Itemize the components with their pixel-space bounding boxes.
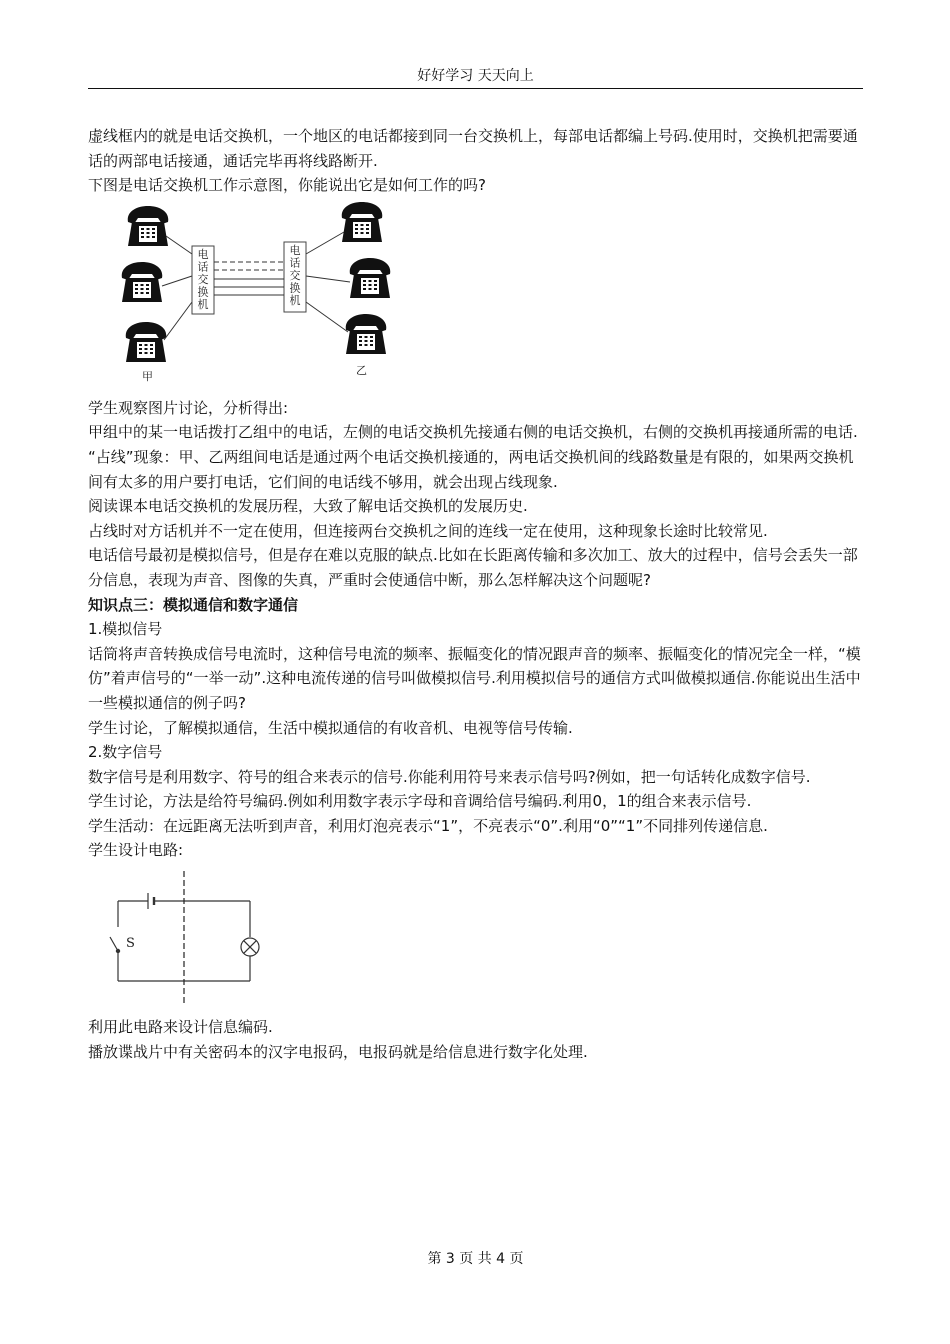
page-number: 第 3 页 共 4 页: [427, 1251, 524, 1267]
header-divider: [88, 88, 863, 89]
switch-label: S: [126, 936, 135, 952]
telephone-icon: [346, 314, 387, 354]
section-heading: 知识点三：模拟通信和数字通信: [88, 595, 299, 614]
telephone-icon: [342, 202, 383, 242]
circuit-diagram: [96, 867, 266, 1007]
telephone-icon: [350, 258, 391, 298]
telephone-icon: [128, 206, 169, 246]
telephone-exchange-diagram: [108, 202, 408, 396]
document-body: [88, 124, 863, 1064]
paragraph: 电话信号最初是模拟信号，但是存在难以克服的缺点.比如在长距离传输和多次加工、放大的过程中，信号会丢失一部分信息，表现为声音、图像的失真，严重时会使通信中断，那么怎样解决这个问题呢?: [88, 546, 858, 589]
paragraph: 甲组中的某一电话拨打乙组中的电话，左侧的电话交换机先接通右侧的电话交换机，右侧的交换机再接通所需的电话.: [88, 423, 858, 442]
paragraph: 下图是电话交换机工作示意图，你能说出它是如何工作的吗?: [88, 176, 486, 195]
exchange-right-label: 电话交换机: [289, 243, 301, 307]
paragraph: 学生讨论，了解模拟通信，生活中模拟通信的有收音机、电视等信号传输.: [88, 718, 573, 737]
paragraph: 学生观察图片讨论，分析得出:: [88, 398, 289, 417]
paragraph: 播放谍战片中有关密码本的汉字电报码，电报码就是给信息进行数字化处理.: [88, 1042, 588, 1061]
paragraph: 学生活动：在远距离无法听到声音，利用灯泡亮表示“1”，不亮表示“0”.利用“0”“1”不同排列传递信息.: [88, 816, 768, 835]
paragraph: “占线”现象：甲、乙两组间电话是通过两个电话交换机接通的，两电话交换机间的线路数量是有限的，如果两交换机间有太多的用户要打电话，它们间的电话线不够用，就会出现占线现象.: [88, 447, 854, 491]
switch-icon: [110, 937, 118, 951]
paragraph: 虚线框内的就是电话交换机，一个地区的电话都接到同一台交换机上，每部电话都编上号码.使用时，交换机把需要通话的两部电话接通，通话完毕再将线路断开.: [88, 127, 858, 170]
subheading: 2.数字信号: [88, 743, 163, 762]
paragraph: 利用此电路来设计信息编码.: [88, 1018, 273, 1037]
page-header: 好好学习 天天向上: [417, 68, 534, 84]
paragraph: 数字信号是利用数字、符号的组合来表示的信号.你能利用符号来表示信号吗?例如，把一句话转化成数字信号.: [88, 767, 811, 786]
paragraph: 话筒将声音转换成信号电流时，这种信号电流的频率、振幅变化的情况跟声音的频率、振幅变化的情况完全一样，“模仿”着声信号的“一举一动”.这种电流传递的信号叫做模拟信号.利用模拟信号的通信方式叫做模拟通信.你能说出生活中一些模拟通信的例子吗?: [88, 644, 861, 712]
exchange-left-label: 电话交换机: [197, 247, 209, 311]
group-right-label: 乙: [356, 363, 367, 377]
paragraph: 占线时对方话机并不一定在使用，但连接两台交换机之间的连线一定在使用，这种现象长途时比较常见.: [88, 521, 768, 540]
group-left-label: 甲: [142, 369, 153, 383]
paragraph: 学生讨论，方法是给符号编码.例如利用数字表示字母和音调给信号编码.利用0，1的组合来表示信号.: [88, 792, 752, 811]
subheading: 1.模拟信号: [88, 620, 163, 639]
paragraph: 阅读课本电话交换机的发展历程，大致了解电话交换机的发展历史.: [88, 497, 528, 516]
telephone-icon: [122, 262, 163, 302]
telephone-icon: [126, 322, 167, 362]
paragraph: 学生设计电路:: [88, 841, 184, 860]
